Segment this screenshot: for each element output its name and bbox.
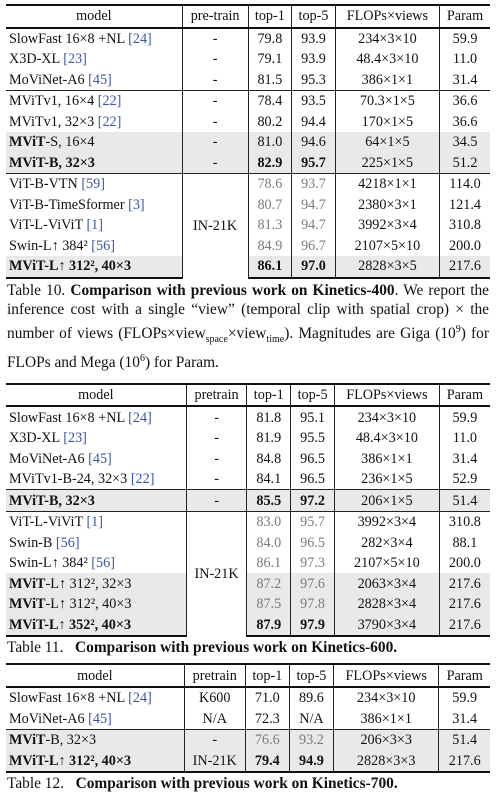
citation: [24] (128, 409, 152, 426)
model-cell (6, 91, 182, 112)
table-row (6, 594, 490, 615)
caption-title: Comparison with previous work on Kinetics-700. (75, 774, 398, 792)
column-header: FLOPs×views (335, 384, 440, 407)
table-row (6, 174, 490, 195)
caption-text: ). Magnitudes are Giga (10 (284, 324, 456, 342)
model-name: X3D-XL (9, 51, 60, 68)
caption-title: Comparison with previous work on Kinetics-400 (70, 281, 395, 299)
column-header: top-1 (247, 384, 291, 407)
top1-cell: 81.3 (248, 215, 292, 236)
model-cell (6, 174, 182, 195)
model-name: -B, 32×3 (44, 154, 95, 171)
citation: [56] (91, 555, 115, 572)
top1-cell: 80.7 (248, 195, 292, 216)
model-name: Swin-L↑ 384² (9, 237, 88, 254)
header-row (6, 664, 490, 687)
top1-cell: 78.4 (248, 91, 292, 112)
citation: [23] (63, 430, 87, 447)
table-row (6, 511, 490, 532)
column-header: top-5 (292, 5, 336, 28)
param-cell: 11.0 (452, 430, 478, 447)
pretrain-cell: IN-21K (182, 174, 248, 278)
top1-cell: 80.2 (248, 112, 292, 133)
citation: [23] (63, 51, 87, 68)
model-name: ViT-B-TimeSformer (9, 196, 125, 213)
flops-cell: 225×1×5 (335, 153, 439, 174)
model-cell (6, 511, 186, 532)
top5-cell: 93.9 (292, 49, 336, 70)
flops-cell: 70.3×1×5 (335, 91, 439, 112)
citation: [22] (130, 471, 155, 488)
top1-cell: 82.9 (248, 153, 292, 174)
top1-cell: 84.0 (247, 532, 291, 553)
citation: [22] (97, 113, 122, 130)
pretrain-cell: - (182, 112, 248, 133)
column-header: top-1 (248, 5, 292, 28)
param-cell: 59.9 (452, 409, 478, 426)
model-name: X3D-XL (9, 430, 60, 447)
top1-cell: 71.0 (245, 687, 289, 709)
pretrain-cell: IN-21K (184, 750, 245, 772)
top5-cell: 96.7 (292, 236, 336, 257)
caption-label: Table 12. (7, 774, 65, 792)
top1-cell: 72.3 (245, 708, 289, 729)
citation: [45] (88, 450, 112, 467)
top1-cell: 83.0 (247, 511, 291, 532)
top1-cell: 79.4 (245, 750, 289, 772)
param-cell: 310.8 (439, 511, 490, 532)
model-cell (6, 132, 182, 153)
model-name-bold: MViT (9, 596, 46, 613)
param-cell: 217.6 (439, 750, 490, 772)
model-cell (6, 614, 186, 636)
top5-cell: 97.9 (291, 614, 335, 636)
model-name-bold: MViT (9, 258, 45, 275)
param-cell: 34.5 (440, 132, 490, 153)
table-row (6, 573, 490, 594)
table-row (6, 490, 490, 512)
top5-cell: 89.6 (289, 687, 333, 709)
top1-cell: 81.5 (248, 70, 292, 91)
top5-cell: 96.5 (291, 448, 335, 469)
flops-cell: 170×1×5 (335, 112, 439, 133)
top5-cell: 93.2 (289, 729, 333, 750)
param-cell: 200.0 (448, 555, 481, 572)
top5-cell: 94.7 (292, 215, 336, 236)
table-row (6, 428, 490, 449)
pretrain-cell: - (186, 490, 247, 512)
model-cell (6, 112, 182, 133)
caption-sub: space (205, 333, 228, 345)
table-row (6, 687, 490, 709)
flops-cell: 206×1×5 (335, 490, 440, 512)
param-cell: 31.4 (452, 71, 478, 88)
top5-cell: 93.7 (292, 174, 336, 195)
model-cell (6, 406, 186, 428)
model-name: MViTv1, 16×4 (9, 93, 95, 110)
model-cell (6, 594, 186, 615)
model-name: ViT-L-ViViT (9, 514, 83, 531)
column-header: model (6, 664, 184, 687)
table-row (6, 70, 490, 91)
model-cell (6, 195, 182, 216)
top5-cell: 93.5 (292, 91, 336, 112)
flops-cell: 386×1×1 (335, 448, 440, 469)
model-cell (6, 729, 184, 750)
top1-cell: 84.8 (247, 448, 291, 469)
table-row (6, 750, 490, 772)
top1-cell: 81.9 (247, 428, 291, 449)
top1-cell: 86.1 (248, 256, 292, 278)
param-cell: 217.6 (440, 256, 490, 278)
table-row (6, 236, 490, 257)
param-cell: 114.0 (440, 174, 490, 195)
model-name: MViTv1, 32×3 (9, 113, 95, 130)
model-cell (6, 428, 186, 449)
model-cell (6, 687, 184, 709)
model-cell (6, 490, 186, 512)
param-cell: 51.4 (439, 490, 490, 512)
param-cell: 31.4 (452, 710, 478, 727)
top5-cell: 97.6 (291, 573, 335, 594)
param-cell: 59.9 (452, 30, 478, 47)
header-row (6, 5, 490, 28)
top1-cell: 81.8 (247, 406, 291, 428)
table-row (6, 708, 490, 729)
model-name: SlowFast 16×8 +NL (9, 30, 125, 47)
model-cell (6, 448, 186, 469)
flops-cell: 2828×3×3 (333, 750, 438, 772)
model-name-bold: MViT (9, 134, 46, 151)
pretrain-cell: - (186, 469, 247, 490)
column-header: FLOPs×views (335, 5, 439, 28)
model-cell (6, 573, 186, 594)
model-cell (6, 256, 182, 278)
top1-cell: 79.8 (248, 28, 292, 50)
top1-cell: 79.1 (248, 49, 292, 70)
model-name-bold: MViT (9, 575, 46, 592)
model-name-bold: MViT (9, 492, 45, 509)
model-name: -B, 32×3 (44, 492, 95, 509)
pretrain-cell: - (182, 49, 248, 70)
model-cell (6, 215, 182, 236)
top5-cell: 96.5 (291, 532, 335, 553)
top1-cell: 87.9 (247, 614, 291, 636)
caption-title: Comparison with previous work on Kinetics-600. (75, 638, 398, 656)
table-row (6, 91, 490, 112)
model-name: MoViNet-A6 (9, 71, 85, 88)
pretrain-cell: - (186, 448, 247, 469)
flops-cell: 48.4×3×10 (335, 49, 439, 70)
top5-cell: 95.3 (292, 70, 336, 91)
citation: [24] (128, 30, 152, 47)
top5-cell: 95.5 (291, 428, 335, 449)
flops-cell: 206×3×3 (333, 729, 438, 750)
model-name: -L↑ 312², 40×3 (45, 596, 132, 613)
table-row (6, 132, 490, 153)
table-12 (6, 663, 490, 773)
top1-cell: 76.6 (245, 729, 289, 750)
param-cell: 36.6 (452, 113, 478, 130)
pretrain-cell: - (182, 70, 248, 91)
top1-cell: 87.5 (247, 594, 291, 615)
top1-cell: 84.9 (248, 236, 292, 257)
flops-cell: 3992×3×4 (335, 511, 440, 532)
top5-cell: 95.7 (292, 153, 336, 174)
top5-cell: 94.9 (289, 750, 333, 772)
top5-cell: 95.7 (291, 511, 335, 532)
table-11 (6, 383, 490, 637)
column-header: top-1 (245, 664, 289, 687)
param-cell: 200.0 (449, 237, 481, 254)
model-cell (6, 49, 182, 70)
pretrain-cell: - (182, 132, 248, 153)
flops-cell: 386×1×1 (333, 708, 438, 729)
top5-cell: 94.7 (292, 195, 336, 216)
table-row (6, 406, 490, 428)
pretrain-cell: - (182, 153, 248, 174)
caption-sup: 6 (139, 353, 145, 365)
table-row (6, 553, 490, 574)
model-cell (6, 469, 186, 490)
citation: [56] (91, 237, 115, 254)
model-name-bold: MViT (9, 752, 45, 769)
flops-cell: 2107×5×10 (335, 553, 440, 574)
pretrain-cell: IN-21K (186, 511, 247, 636)
param-cell: 51.4 (439, 729, 490, 750)
model-cell (6, 708, 184, 729)
pretrain-cell: - (182, 28, 248, 50)
citation: [24] (128, 690, 152, 707)
citation: [45] (88, 71, 112, 88)
param-cell: 51.2 (440, 153, 490, 174)
model-cell (6, 236, 182, 257)
caption-sub: time (266, 333, 285, 345)
citation: [3] (128, 196, 145, 213)
column-header: pretrain (184, 664, 245, 687)
caption-text: ) for FLOPs and Mega (10 (7, 324, 489, 372)
top5-cell: 94.4 (292, 112, 336, 133)
param-cell: 217.6 (439, 594, 490, 615)
flops-cell: 234×3×10 (335, 28, 439, 50)
top1-cell: 87.2 (247, 573, 291, 594)
top5-cell: 94.6 (292, 132, 336, 153)
column-header: pre-train (182, 5, 248, 28)
flops-cell: 234×3×10 (333, 687, 438, 709)
flops-cell: 2828×3×5 (335, 256, 439, 278)
model-name: Swin-B (9, 534, 53, 551)
pretrain-cell: K600 (184, 687, 245, 709)
pretrain-cell: N/A (184, 708, 245, 729)
table-row (6, 49, 490, 70)
caption-label: Table 10. (7, 281, 66, 299)
column-header: top-5 (291, 384, 335, 407)
model-cell (6, 70, 182, 91)
model-name: -L↑ 312², 40×3 (44, 258, 132, 275)
model-cell (6, 28, 182, 50)
model-cell (6, 532, 186, 553)
model-cell (6, 153, 182, 174)
flops-cell: 3790×3×4 (335, 614, 440, 636)
model-name-bold: MViT (9, 154, 45, 171)
caption-label: Table 11. (7, 638, 64, 656)
model-name: -L↑ 352², 40×3 (44, 616, 132, 633)
model-name: SlowFast 16×8 +NL (9, 409, 125, 426)
flops-cell: 386×1×1 (335, 70, 439, 91)
flops-cell: 64×1×5 (335, 132, 439, 153)
table-10 (6, 4, 490, 279)
flops-cell: 3992×3×4 (335, 215, 439, 236)
top5-cell: 97.3 (291, 553, 335, 574)
model-name: ViT-L-ViViT (9, 217, 83, 234)
top5-cell: 93.9 (292, 28, 336, 50)
flops-cell: 282×3×4 (335, 532, 440, 553)
citation: [22] (97, 93, 122, 110)
pretrain-cell: - (184, 729, 245, 750)
param-cell: 52.9 (452, 471, 478, 488)
param-cell: 217.6 (439, 573, 490, 594)
column-header: FLOPs×views (333, 664, 438, 687)
model-name: MViTv1-B-24, 32×3 (9, 471, 128, 488)
top1-cell: 81.0 (248, 132, 292, 153)
top1-cell: 86.1 (247, 553, 291, 574)
model-name: -L↑ 312², 32×3 (45, 575, 132, 592)
model-name: ViT-B-VTN (9, 176, 78, 193)
table-row (6, 729, 490, 750)
table-row (6, 614, 490, 636)
param-cell: 59.9 (452, 690, 478, 707)
table-row (6, 112, 490, 133)
column-header: model (6, 384, 186, 407)
table-12-caption (6, 774, 490, 794)
table-row (6, 153, 490, 174)
top5-cell: 96.5 (291, 469, 335, 490)
table-row (6, 195, 490, 216)
model-cell (6, 553, 186, 574)
flops-cell: 48.4×3×10 (335, 428, 440, 449)
header-row (6, 384, 490, 407)
top1-cell: 78.6 (248, 174, 292, 195)
param-cell: 11.0 (452, 51, 478, 68)
model-name: -S, 16×4 (45, 134, 95, 151)
flops-cell: 236×1×5 (335, 469, 440, 490)
flops-cell: 234×3×10 (335, 406, 440, 428)
param-cell: 31.4 (452, 450, 478, 467)
column-header: pretrain (186, 384, 247, 407)
flops-cell: 2380×3×1 (335, 195, 439, 216)
caption-text: ) for Param. (144, 354, 219, 372)
column-header: Param (439, 384, 490, 407)
model-name-bold: MViT (9, 616, 45, 633)
flops-cell: 4218×1×1 (335, 174, 439, 195)
top1-cell: 85.5 (247, 490, 291, 512)
param-cell: 310.8 (449, 217, 481, 234)
citation: [1] (86, 514, 103, 531)
column-header: Param (439, 664, 490, 687)
pretrain-cell: - (186, 406, 247, 428)
param-cell: 217.6 (439, 614, 490, 636)
model-name: Swin-L↑ 384² (9, 555, 88, 572)
pretrain-cell: - (182, 91, 248, 112)
column-header: model (6, 5, 182, 28)
model-name: SlowFast 16×8 +NL (9, 690, 125, 707)
table-row (6, 215, 490, 236)
model-name-bold: MViT (9, 732, 46, 749)
param-cell: 88.1 (452, 534, 478, 551)
top5-cell: 95.1 (291, 406, 335, 428)
flops-cell: 2828×3×4 (335, 594, 440, 615)
citation: [56] (55, 534, 80, 551)
table-11-caption (6, 638, 490, 658)
citation: [45] (88, 710, 112, 727)
pretrain-cell: - (186, 428, 247, 449)
top5-cell: 97.2 (291, 490, 335, 512)
top5-cell: N/A (289, 708, 333, 729)
model-name: MoViNet-A6 (9, 450, 85, 467)
column-header: top-5 (289, 664, 333, 687)
table-row (6, 256, 490, 278)
table-row (6, 469, 490, 490)
model-name: -L↑ 312², 40×3 (44, 752, 132, 769)
table-row (6, 28, 490, 50)
citation: [1] (86, 217, 103, 234)
model-name: -B, 32×3 (45, 732, 97, 749)
flops-cell: 2107×5×10 (335, 236, 439, 257)
param-cell: 121.4 (449, 196, 481, 213)
column-header: Param (440, 5, 490, 28)
model-cell (6, 750, 184, 772)
table-row (6, 532, 490, 553)
caption-text: . We report the inference cost with a single “view” (temporal clip with spatial crop) × the number of views (FLOPs×view (7, 281, 489, 342)
top5-cell: 97.0 (292, 256, 336, 278)
top5-cell: 97.8 (291, 594, 335, 615)
table-row (6, 448, 490, 469)
citation: [59] (81, 176, 105, 193)
table-10-caption (6, 281, 490, 373)
model-name: MoViNet-A6 (9, 710, 85, 727)
caption-text: ×view (227, 324, 267, 342)
param-cell: 36.6 (440, 91, 490, 112)
caption-sup: 9 (455, 323, 461, 335)
top1-cell: 84.1 (247, 469, 291, 490)
flops-cell: 2063×3×4 (335, 573, 440, 594)
